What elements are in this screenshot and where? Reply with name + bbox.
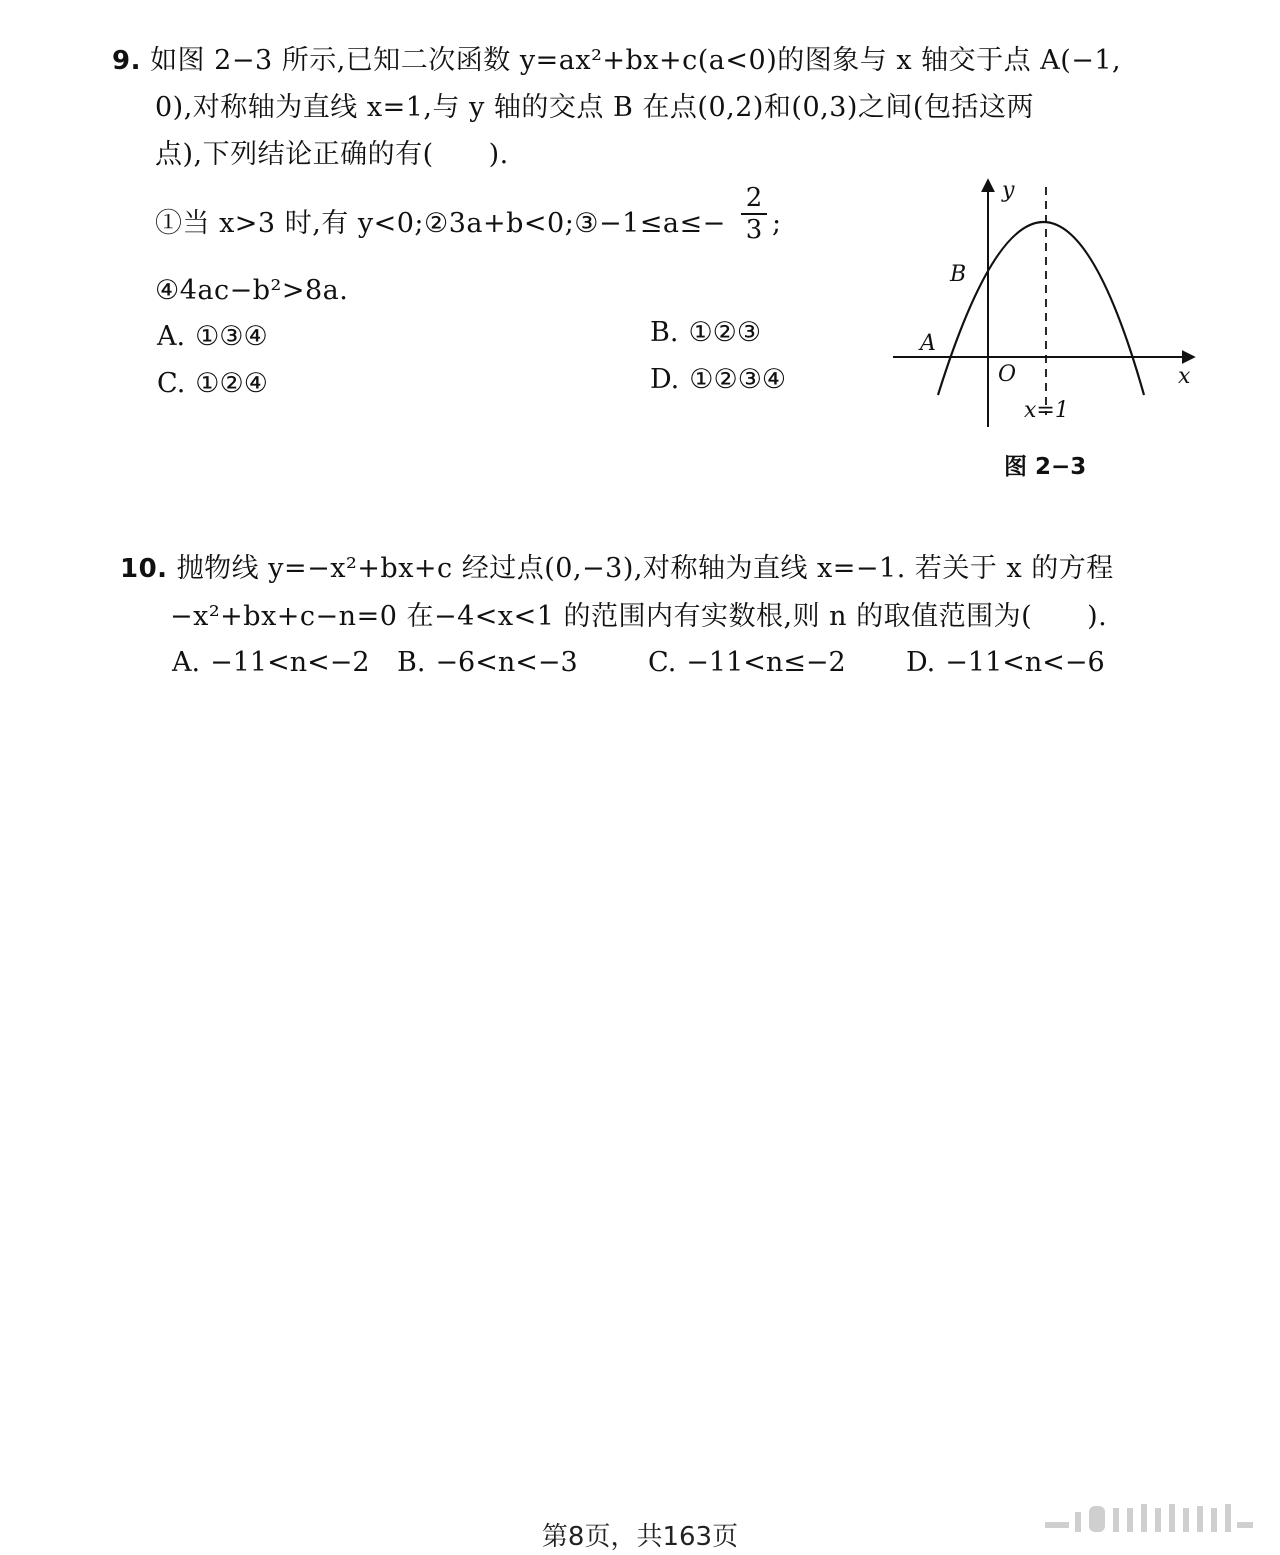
q10-option-b [397,646,578,680]
parabola-curve [938,222,1144,395]
q10-option-a-letter: A. [172,647,201,678]
q10-option-c [648,646,846,680]
figure-2-3 [888,175,1208,485]
q9-line-1 [112,44,1121,78]
q9-option-c-text: ①②④ [195,368,268,399]
point-a-label: A [920,331,936,356]
q9-line-2: 0),对称轴为直线 x=1,与 y 轴的交点 B 在点(0,2)和(0,3)之间(包括这两 [155,92,1034,123]
origin-label: O [998,362,1017,387]
q10-option-d-letter: D. [906,647,936,678]
q9-option-a [157,320,268,354]
q9-fraction-numerator: 2 [745,183,763,213]
q10-option-d-text: −11<n<−6 [945,647,1105,678]
page-footer: 第8页，共163页 [541,1522,739,1552]
q9-option-c-letter: C. [157,368,186,399]
q10-line-1 [120,552,1114,586]
q9-fraction [741,183,767,245]
q10-option-b-text: −6<n<−3 [435,647,578,678]
q10-option-a [172,646,370,680]
q10-option-b-letter: B. [397,647,426,678]
q9-statements-line-2: ④4ac−b²>8a. [155,275,349,306]
q9-option-d-text: ①②③④ [689,364,787,395]
y-axis-label: y [1002,178,1015,203]
q9-stem-part-1: 如图 2−3 所示,已知二次函数 y=ax²+bx+c(a<0)的图象与 x 轴交于点 A(−1, [150,45,1122,76]
q9-fraction-tail: ; [772,208,782,239]
q9-option-b-text: ①②③ [688,317,762,348]
q9-option-d-letter: D. [650,364,680,395]
q9-option-b [650,316,761,350]
q10-stem-part-1: 抛物线 y=−x²+bx+c 经过点(0,−3),对称轴为直线 x=−1. 若关于 x 的方程 [176,553,1114,584]
q9-option-a-text: ①③④ [195,321,268,352]
q10-number: 10. [120,554,168,584]
q10-option-c-text: −11<n≤−2 [686,647,846,678]
point-b-label: B [950,262,967,287]
q10-option-c-letter: C. [648,647,677,678]
x-axis-label: x [1178,364,1191,389]
q10-line-2: −x²+bx+c−n=0 在−4<x<1 的范围内有实数根,则 n 的取值范围为( ). [170,601,1108,632]
q10-option-d [906,646,1105,680]
q9-option-a-letter: A. [157,321,186,352]
q9-number: 9. [112,46,141,76]
q10-option-a-text: −11<n<−2 [210,647,370,678]
axis-of-symmetry-label: x=1 [1024,398,1069,423]
q9-line-3: 点),下列结论正确的有( ). [155,139,509,170]
q9-statements-line-1: ①当 x>3 时,有 y<0;②3a+b<0;③−1≤a≤− [155,208,726,239]
q9-option-c [157,367,268,401]
figure-caption: 图 2−3 [1004,454,1087,480]
q9-option-b-letter: B. [650,317,679,348]
q9-option-d [650,363,786,397]
q9-fraction-denominator: 3 [745,215,763,245]
